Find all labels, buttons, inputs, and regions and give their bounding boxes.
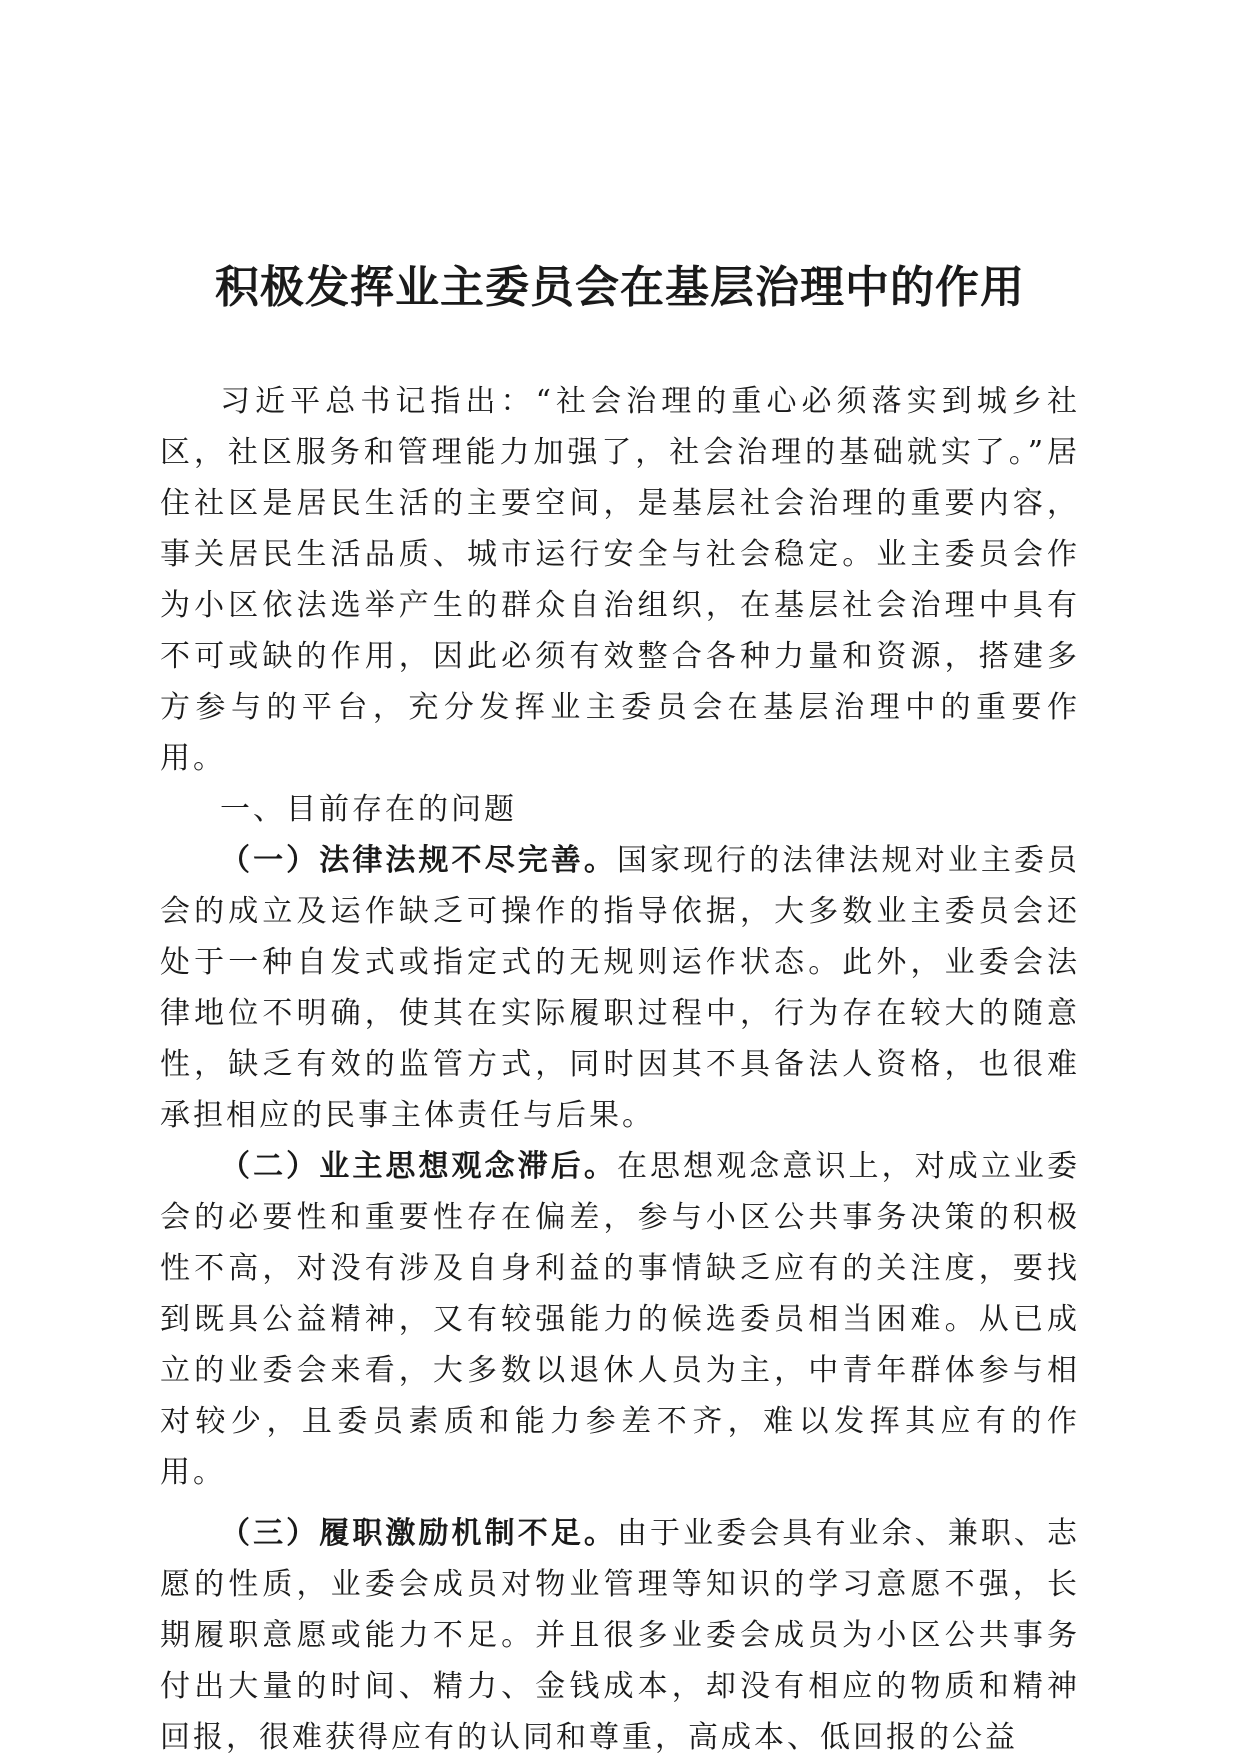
problem-item-2-text: 在思想观念意识上，对成立业委会的必要性和重要性存在偏差，参与小区公共事务决策的积极性不高，对没有涉及自身利益的事情缺乏应有的关注度，要找到既具公益精神，又有较强能力的候选委员相当困难。从已成立的业委会来看，大多数以退休人员为主，中青年群体参与相对较少，且委员素质和能力参差不齐，难以发挥其应有的作用。 (160, 1149, 1081, 1490)
section-heading-problems: 一、目前存在的问题 (220, 792, 517, 827)
problem-item-3-text: 由于业委会具有业余、兼职、志愿的性质，业委会成员对物业管理等知识的学习意愿不强，长期履职意愿或能力不足。并且很多业委会成员为小区公共事务付出大量的时间、精力、金钱成本，却没有相应的物质和精神回报，很难获得应有的认同和尊重，高成本、低回报的公益 (160, 1516, 1081, 1755)
document-body (160, 376, 1080, 1763)
problem-item-1-text: 国家现行的法律法规对业主委员会的成立及运作缺乏可操作的指导依据，大多数业主委员会还处于一种自发式或指定式的无规则运作状态。此外，业委会法律地位不明确，使其在实际履职过程中，行为存在较大的随意性，缺乏有效的监管方式，同时因其不具备法人资格，也很难承担相应的民事主体责任与后果。 (160, 843, 1081, 1133)
intro-paragraph: 习近平总书记指出：“社会治理的重心必须落实到城乡社区，社区服务和管理能力加强了，社会治理的基础就实了。”居住社区是居民生活的主要空间，是基层社会治理的重要内容，事关居民生活品质、城市运行安全与社会稳定。业主委员会作为小区依法选举产生的群众自治组织，在基层社会治理中具有不可或缺的作用，因此必须有效整合各种力量和资源，搭建多方参与的平台，充分发挥业主委员会在基层治理中的重要作用。 (160, 384, 1080, 776)
problem-item-3-lead: （三）履职激励机制不足。 (220, 1516, 617, 1551)
problem-item-1-lead: （一）法律法规不尽完善。 (220, 843, 617, 878)
problem-item-3 (160, 1508, 1080, 1763)
problem-item-2-lead: （二）业主思想观念滞后。 (220, 1149, 617, 1184)
problem-item-2 (160, 1141, 1080, 1498)
document-title: 积极发挥业主委员会在基层治理中的作用 (215, 262, 1025, 313)
problem-item-1 (160, 835, 1080, 1141)
